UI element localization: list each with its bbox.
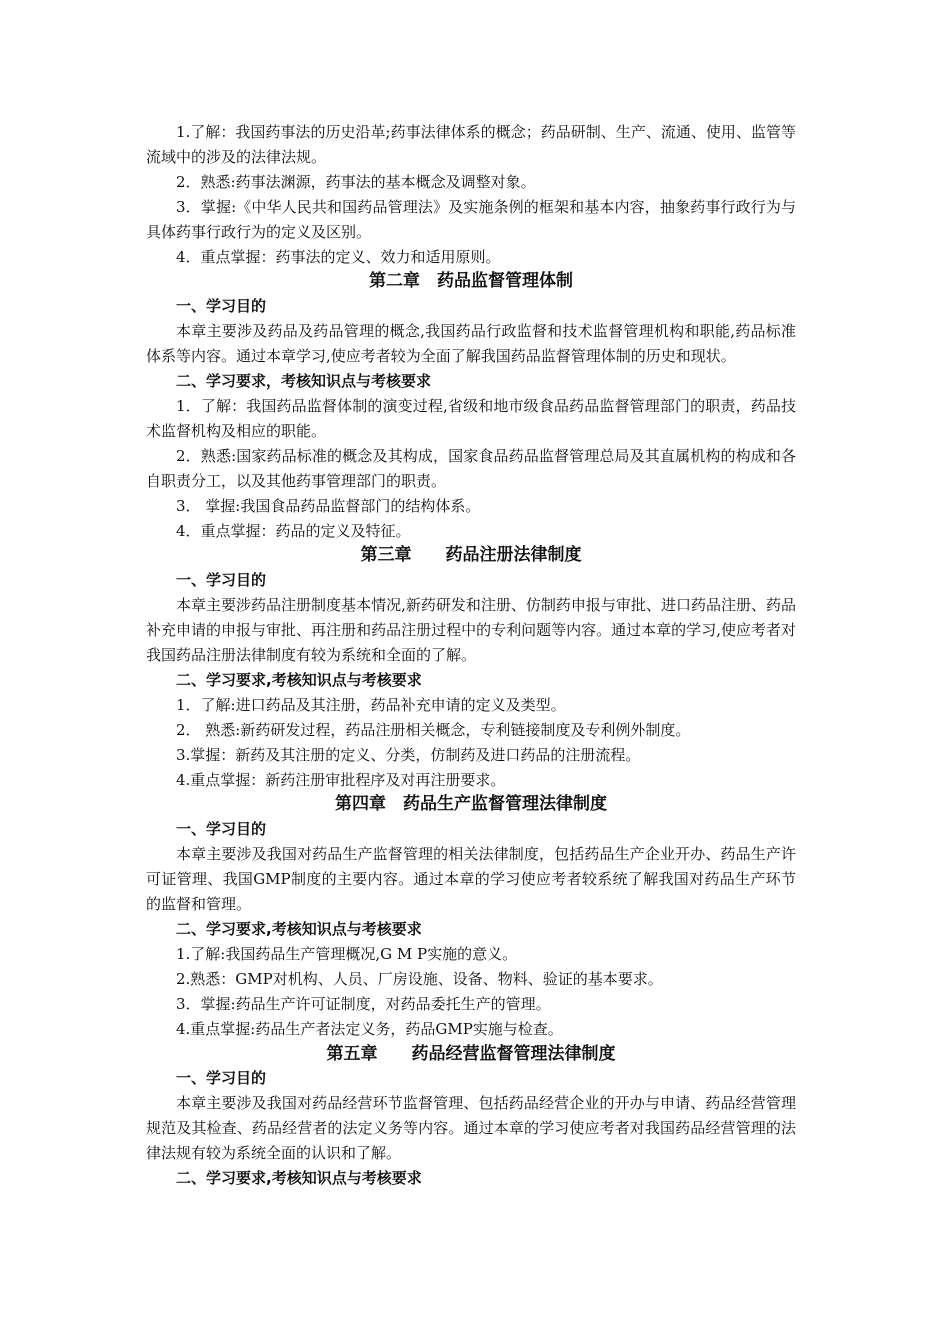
section-heading-requirements: 二、学习要求,考核知识点与考核要求 [176,670,422,689]
goal-paragraph: 本章主要涉药品注册制度基本情况,新药研发和注册、仿制药申报与审批、进口药品注册、药品补充申请的申报与审批、再注册和药品注册过程中的专利问题等内容。通过本章的学习,使应考者对我国药品注册法律制度有较为系统和全面的了解。 [146,596,796,665]
chapter-one-requirements [146,120,796,269]
section-heading-goal: 一、学习目的 [176,297,267,316]
requirement-item: 2．熟悉:药事法渊源，药事法的基本概念及调整对象。 [176,172,536,191]
chapter-title: 第二章 药品监督管理体制 [369,271,573,292]
chapter-three [146,543,796,792]
section-heading-goal: 一、学习目的 [176,571,267,590]
document-page [146,120,796,1191]
chapter-title: 第四章 药品生产监督管理法律制度 [335,794,607,815]
requirement-item: 2．熟悉:国家药品标准的概念及其构成，国家食品药品监督管理总局及其直属机构的构成和各自职责分工，以及其他药事管理部门的职责。 [146,446,796,490]
goal-paragraph: 本章主要涉及我国对药品生产监督管理的相关法律制度，包括药品生产企业开办、药品生产许可证管理、我国GMP制度的主要内容。通过本章的学习使应考者较系统了解我国对药品生产环节的监督和管理。 [146,845,796,914]
requirement-item: 3．掌握:药品生产许可证制度，对药品委托生产的管理。 [176,994,551,1013]
section-heading-requirements: 二、学习要求,考核知识点与考核要求 [176,1169,422,1188]
requirement-item: 2． 熟悉:新药研发过程，药品注册相关概念，专利链接制度及专利例外制度。 [176,720,691,739]
requirement-item: 4．重点掌握：药品的定义及特征。 [176,521,411,540]
requirement-item: 4.重点掌握:药品生产者法定义务，药品GMP实施与检查。 [176,1019,563,1038]
requirement-item: 1.了解:我国药品生产管理概况,G M P实施的意义。 [176,944,518,963]
chapter-five [146,1042,796,1191]
chapter-four [146,792,796,1041]
section-heading-goal: 一、学习目的 [176,820,267,839]
section-heading-requirements: 二、学习要求,考核知识点与考核要求 [176,920,422,938]
requirement-item: 1．了解:进口药品及其注册，药品补充申请的定义及类型。 [176,695,566,714]
requirement-item: 1.了解：我国药事法的历史沿革;药事法律体系的概念；药品研制、生产、流通、使用、监管等流域中的涉及的法律法规。 [146,123,796,166]
requirement-item: 4．重点掌握：药事法的定义、效力和适用原则。 [176,247,501,266]
section-heading-goal: 一、学习目的 [176,1069,267,1088]
chapter-title: 第五章 药品经营监督管理法律制度 [326,1043,616,1064]
goal-paragraph: 本章主要涉及我国对药品经营环节监督管理、包括药品经营企业的开办与申请、药品经营管理规范及其检查、药品经营者的法定义务等内容。通过本章的学习使应考者对我国药品经营管理的法律法规有较为系统全面的认识和了解。 [146,1094,796,1163]
requirement-item: 1．了解：我国药品监督体制的演变过程,省级和地市级食品药品监督管理部门的职责，药品技术监督机构及相应的职能。 [146,396,796,440]
chapter-title: 第三章 药品注册法律制度 [360,545,582,566]
goal-paragraph: 本章主要涉及药品及药品管理的概念,我国药品行政监督和技术监督管理机构和职能,药品标准体系等内容。通过本章学习,使应考者较为全面了解我国药品监督管理体制的历史和现状。 [146,322,796,366]
requirement-item: 3． 掌握:我国食品药品监督部门的结构体系。 [176,496,481,515]
requirement-item: 3．掌握:《中华人民共和国药品管理法》及实施条例的框架和基本内容，抽象药事行政行为与具体药事行政行为的定义及区别。 [146,197,796,241]
section-heading-requirements: 二、学习要求，考核知识点与考核要求 [176,372,432,391]
chapter-two [146,269,796,543]
requirement-item: 2.熟悉：GMP对机构、人员、厂房设施、设备、物料、验证的基本要求。 [176,969,663,988]
requirement-item: 4.重点掌握：新药注册审批程序及对再注册要求。 [176,770,506,789]
requirement-item: 3.掌握：新药及其注册的定义、分类，仿制药及进口药品的注册流程。 [176,745,641,764]
